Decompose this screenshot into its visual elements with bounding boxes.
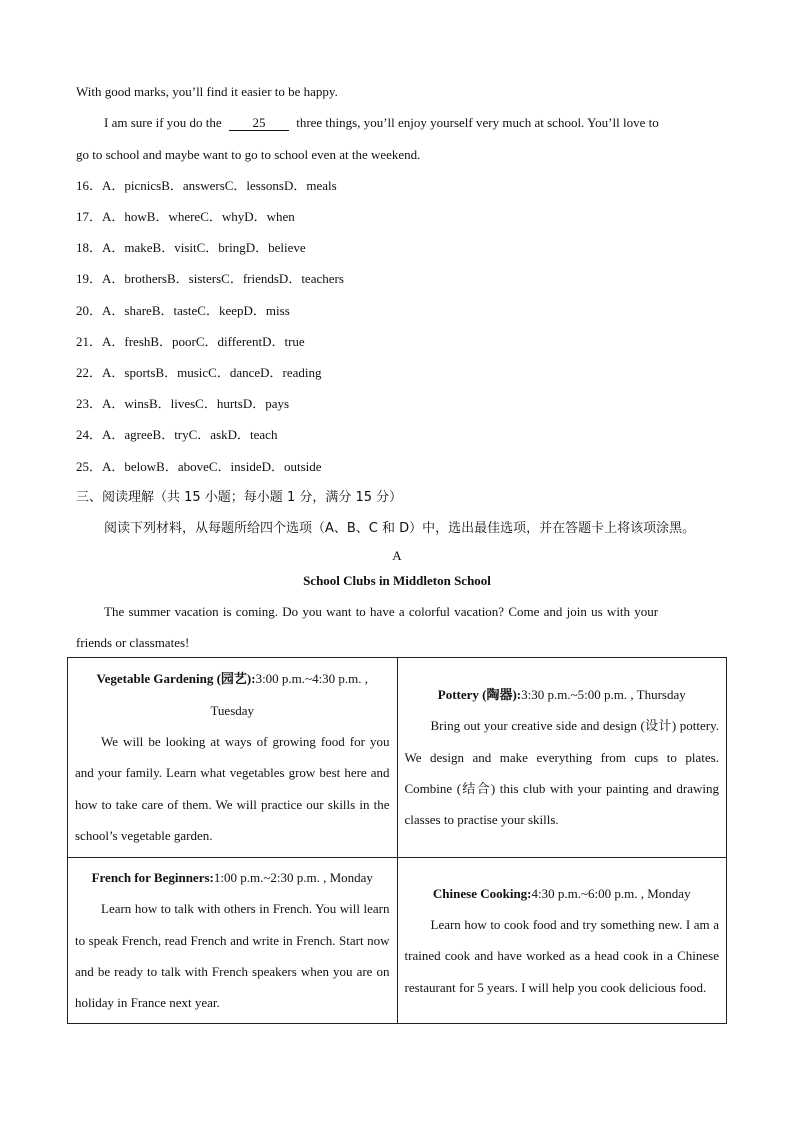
question-20: 20．A．shareB．tasteC．keepD．miss — [76, 303, 290, 318]
club-name: Pottery (陶器): — [437, 687, 522, 703]
question-19: 19．A．brothersB．sistersC．friendsD．teachers — [76, 271, 344, 286]
table-row — [68, 658, 727, 858]
club-description: Learn how to cook food and try something new. I am a trained cook and have worked as a head cook in a Chinese restaurant for 5 years. I will help you cook delicious food. — [404, 916, 719, 995]
club-time-day: Tuesday — [210, 702, 255, 718]
club-time: 3:00 p.m.~4:30 p.m. , — [255, 671, 369, 687]
club-title — [75, 663, 390, 694]
club-title — [75, 862, 390, 893]
club-time: 4:30 p.m.~6:00 p.m. , Monday — [531, 885, 691, 901]
passage-line-1: With good marks, you’ll find it easier to be happy. — [76, 84, 338, 99]
club-cell-cooking — [397, 857, 727, 1023]
question-21: 21．A．freshB．poorC．differentD．true — [76, 334, 305, 349]
passage-title: School Clubs in Middleton School — [303, 573, 491, 588]
club-description: Bring out your creative side and design (设计) pottery. We design and make everything from cups to plates. Combine (结合) this club with your painting and drawing classes to practise your skills. — [404, 718, 719, 828]
passage-line-3: go to school and maybe want to go to school even at the weekend. — [76, 147, 421, 162]
question-17: 17．A．howB．whereC．whyD．when — [76, 209, 295, 224]
club-name: Vegetable Gardening (园艺): — [96, 671, 256, 687]
question-16: 16．A．picnicsB．answersC．lessonsD．meals — [76, 178, 337, 193]
intro-line-2: friends or classmates! — [76, 635, 190, 650]
club-time: 1:00 p.m.~2:30 p.m. , Monday — [213, 870, 373, 886]
question-25: 25．A．belowB．aboveC．insideD．outside — [76, 459, 322, 474]
question-24: 24．A．agreeB．tryC．askD．teach — [76, 427, 278, 442]
intro-line-1: The summer vacation is coming. Do you want to have a colorful vacation? Come and join us with your — [104, 604, 659, 619]
section-instruction: 阅读下列材料，从每题所给四个选项（A、B、C 和 D）中，选出最佳选项，并在答题卡上将该项涂黑。 — [104, 521, 696, 536]
clubs-table — [67, 657, 727, 1024]
club-cell-french — [68, 857, 398, 1023]
club-time: 3:30 p.m.~5:00 p.m. , Thursday — [521, 687, 686, 703]
passage-label: A — [392, 548, 402, 563]
club-cell-pottery — [397, 658, 727, 858]
club-cell-gardening — [68, 658, 398, 858]
club-description: We will be looking at ways of growing food for you and your family. Learn what vegetables grow best here and how to take care of them. We will practice our skills in the school’s vegetable garden. — [75, 733, 390, 843]
question-18: 18．A．makeB．visitC．bringD．believe — [76, 240, 306, 255]
club-title — [405, 878, 720, 909]
question-22: 22．A．sportsB．musicC．danceD．reading — [76, 365, 322, 380]
club-name: French for Beginners: — [91, 870, 214, 886]
table-row — [68, 857, 727, 1023]
passage-line-2-before: I am sure if you do the — [104, 115, 222, 130]
question-23: 23．A．winsB．livesC．hurtsD．pays — [76, 396, 290, 411]
club-description: Learn how to talk with others in French. You will learn to speak French, read French and write in French. Start now and be ready to talk with French speakers when you are on holiday in France next year. — [75, 901, 390, 1011]
club-name: Chinese Cooking: — [432, 885, 532, 901]
passage-line-2-after: three things, you’ll enjoy yourself very much at school. You’ll love to — [296, 115, 659, 130]
passage-line-2 — [104, 114, 659, 132]
section-heading: 三、阅读理解（共 15 小题；每小题 1 分，满分 15 分） — [76, 490, 403, 505]
answer-blank-25: 25 — [229, 116, 289, 131]
club-title — [405, 679, 720, 710]
